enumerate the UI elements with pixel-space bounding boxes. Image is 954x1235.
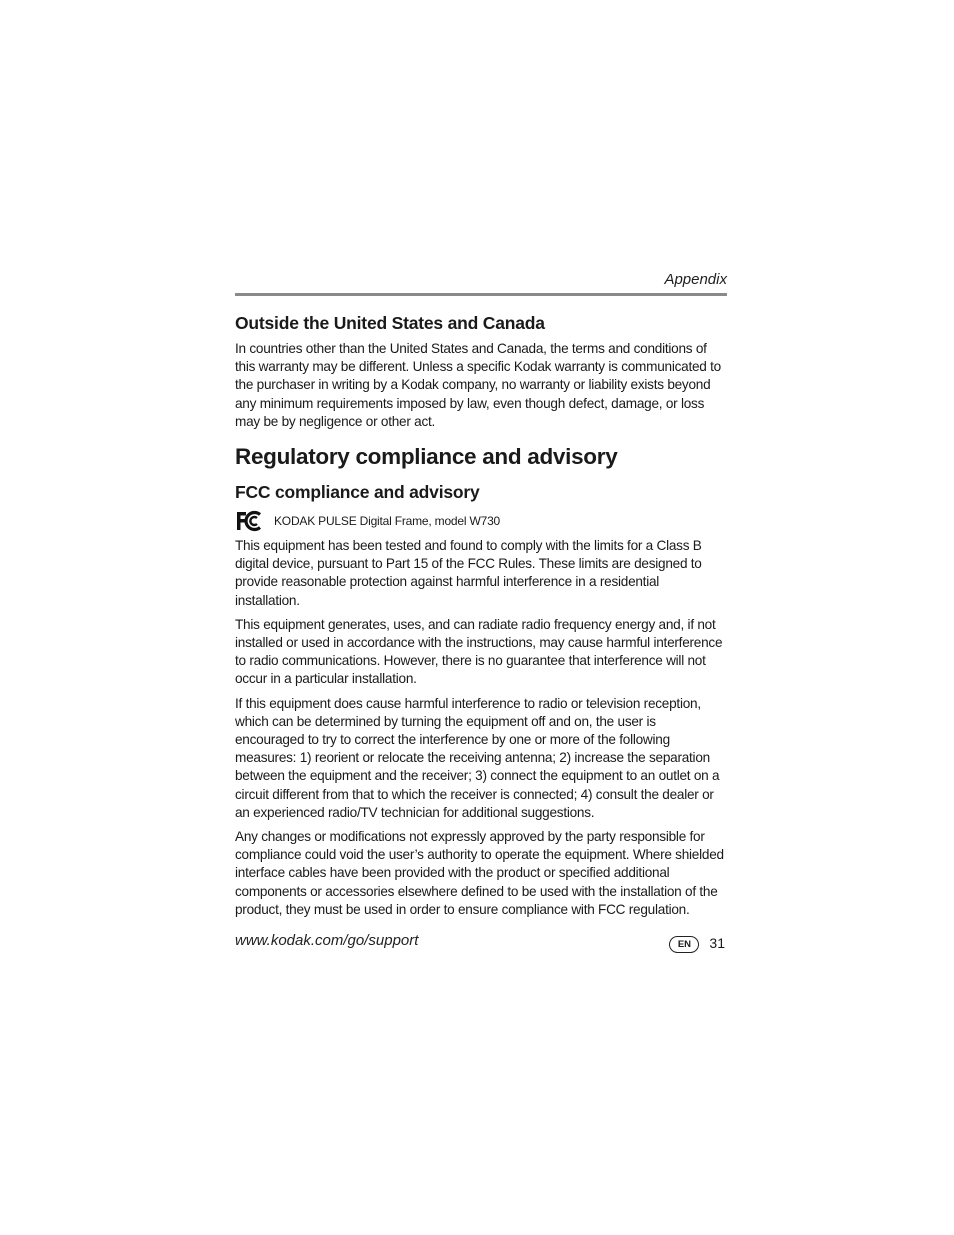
support-url-link[interactable]: www.kodak.com/go/support	[235, 932, 419, 949]
page-footer	[235, 930, 727, 954]
running-head: Appendix	[664, 271, 727, 288]
fcc-heading: FCC compliance and advisory	[235, 482, 480, 503]
fcc-logo-row	[235, 509, 727, 533]
page-number: 31	[709, 934, 725, 951]
language-badge: EN	[669, 936, 699, 953]
regulatory-heading: Regulatory compliance and advisory	[235, 444, 618, 470]
fcc-paragraph-1: This equipment has been tested and found to comply with the limits for a Class B digital device, pursuant to Part 15 of the FCC Rules. These limits are designed to provide reasonable protection against harmful interference in a residential installation.	[235, 538, 702, 608]
header-rule	[235, 293, 727, 296]
fcc-paragraph-3: If this equipment does cause harmful interference to radio or television reception, which can be determined by turning the equipment off and on, the user is encouraged to try to correct the interference by one or more of the following measures: 1) reorient or relocate the receiving antenna; 2) increase the separation between the equipment and the receiver; 3) connect the equipment to an outlet on a circuit different from that to which the receiver is connected; 4) consult the dealer or an experienced radio/TV technician for additional suggestions.	[235, 695, 720, 820]
fcc-logo-icon	[235, 510, 265, 532]
fcc-paragraph-2: This equipment generates, uses, and can radiate radio frequency energy and, if not installed or used in accordance with the instructions, may cause harmful interference to radio communications. However, there is no guarantee that interference will not occur in a particular installation.	[235, 616, 723, 687]
page-content	[235, 270, 727, 925]
fcc-caption: KODAK PULSE Digital Frame, model W730	[274, 514, 501, 529]
outside-heading: Outside the United States and Canada	[235, 313, 545, 333]
footer-right	[669, 932, 725, 953]
fcc-paragraph-4: Any changes or modifications not expressly approved by the party responsible for compliance could void the user’s authority to operate the equipment. Where shielded interface cables have been provided with the product or specified additional components or accessories elsewhere defined to be used with the installation of the product, they must be used in order to ensure compliance with FCC regulation.	[235, 829, 724, 917]
outside-paragraph: In countries other than the United States and Canada, the terms and conditions of this warranty may be different. Unless a specific Kodak warranty is communicated to the purchaser in writing by a Kodak company, no warranty or liability exists beyond any minimum requirements imposed by law, even though defect, damage, or loss may be by negligence or other act.	[235, 341, 721, 429]
